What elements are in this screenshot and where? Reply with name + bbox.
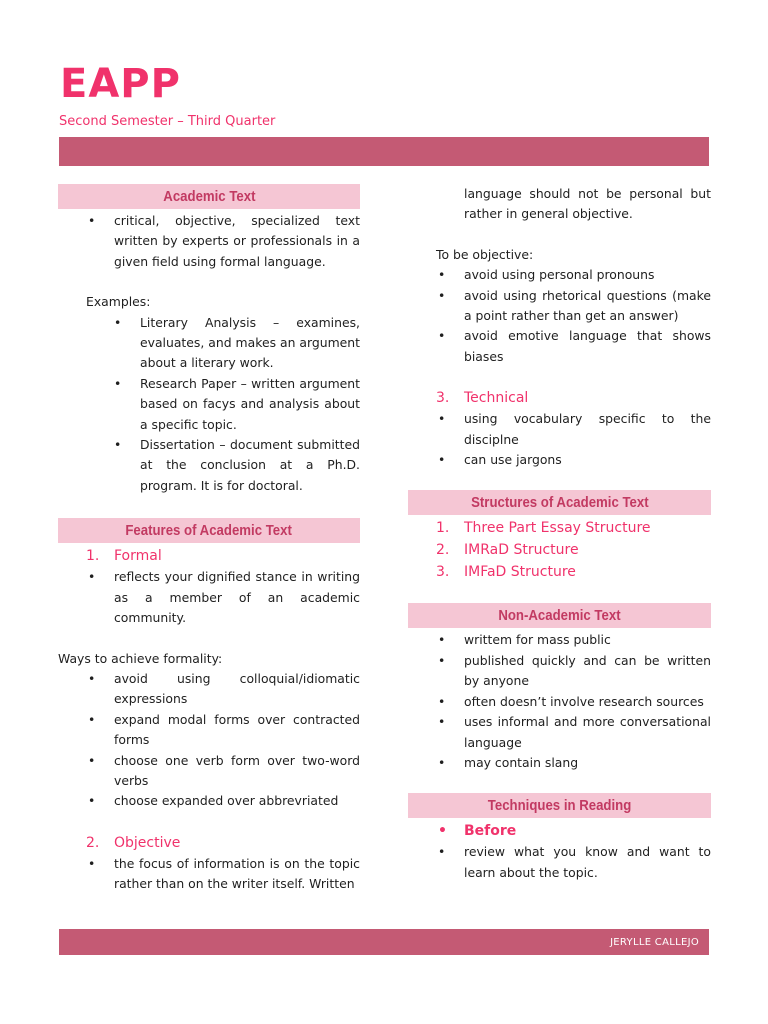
objective-label: To be objective:	[436, 246, 534, 262]
list-item: • reflects your dignified stance in writing as a member of an academic community.	[58, 567, 360, 628]
list-item: • may contain slang	[408, 753, 711, 773]
non-academic-list	[408, 630, 711, 773]
document-title: EAPP	[60, 61, 181, 107]
list-item: • expand modal forms over contracted forms	[58, 710, 360, 751]
ways-label: Ways to achieve formality:	[58, 650, 223, 666]
objective-items-list	[408, 265, 711, 367]
list-item: • often doesn’t involve research sources	[408, 692, 711, 712]
list-item: • review what you know and want to learn about the topic.	[408, 842, 711, 883]
document-subtitle: Second Semester – Third Quarter	[59, 114, 276, 129]
author-name: JERYLLE CALLEJO	[610, 936, 699, 948]
list-item: • avoid using colloquial/idiomatic expressions	[58, 669, 360, 710]
numbered-heading-technical: 3. Technical	[436, 390, 529, 407]
footer-bar	[59, 929, 709, 955]
formal-list	[58, 567, 360, 628]
numbered-item: 3. IMFaD Structure	[436, 564, 576, 581]
list-item: • critical, objective, specialized text written by experts or professionals in a given field using formal language.	[58, 211, 360, 272]
list-item: • can use jargons	[408, 450, 711, 470]
list-item: • uses informal and more conversational language	[408, 712, 711, 753]
section-heading-features: Features of Academic Text	[58, 518, 360, 543]
numbered-heading-objective: 2. Objective	[86, 834, 181, 851]
ways-list	[58, 669, 360, 812]
objective-list	[58, 854, 360, 895]
list-item: • avoid using personal pronouns	[408, 265, 711, 285]
examples-list	[58, 313, 360, 497]
section-heading-non-academic: Non-Academic Text	[408, 603, 711, 628]
list-item: • using vocabulary specific to the disciplne	[408, 409, 711, 450]
header-bar	[59, 137, 709, 166]
list-item: • Dissertation – document submitted at the conclusion at a Ph.D. program. It is for doctoral.	[58, 435, 360, 496]
list-item: • avoid using rhetorical questions (make a point rather than get an answer)	[408, 286, 711, 327]
section-heading-structures: Structures of Academic Text	[408, 490, 711, 515]
list-item: • Research Paper – written argument based on facys and analysis about a specific topic.	[58, 374, 360, 435]
list-item: • writtem for mass public	[408, 630, 711, 650]
left-column	[58, 184, 360, 895]
technical-list	[408, 409, 711, 470]
numbered-item: 2. IMRaD Structure	[436, 542, 579, 559]
section-heading-techniques: Techniques in Reading	[408, 793, 711, 818]
numbered-heading-formal: 1. Formal	[86, 548, 162, 565]
list-item: • Literary Analysis – examines, evaluates, and makes an argument about a literary work.	[58, 313, 360, 374]
list-item: • avoid emotive language that shows biases	[408, 326, 711, 367]
academic-text-definition-list	[58, 211, 360, 272]
section-heading-academic-text: Academic Text	[58, 184, 360, 209]
numbered-item: 1. Three Part Essay Structure	[436, 520, 651, 537]
before-list	[408, 842, 711, 883]
examples-label: Examples:	[86, 294, 151, 310]
right-column	[408, 184, 711, 883]
list-item: • choose expanded over abbrevriated	[58, 791, 360, 811]
list-item: • choose one verb form over two-word verbs	[58, 751, 360, 792]
continued-text: language should not be personal but rather in general objective.	[464, 186, 711, 222]
list-item: • the focus of information is on the topic rather than on the writer itself. Written	[58, 854, 360, 895]
subheading-before: • Before	[408, 820, 711, 842]
list-item: • published quickly and can be written by anyone	[408, 651, 711, 692]
